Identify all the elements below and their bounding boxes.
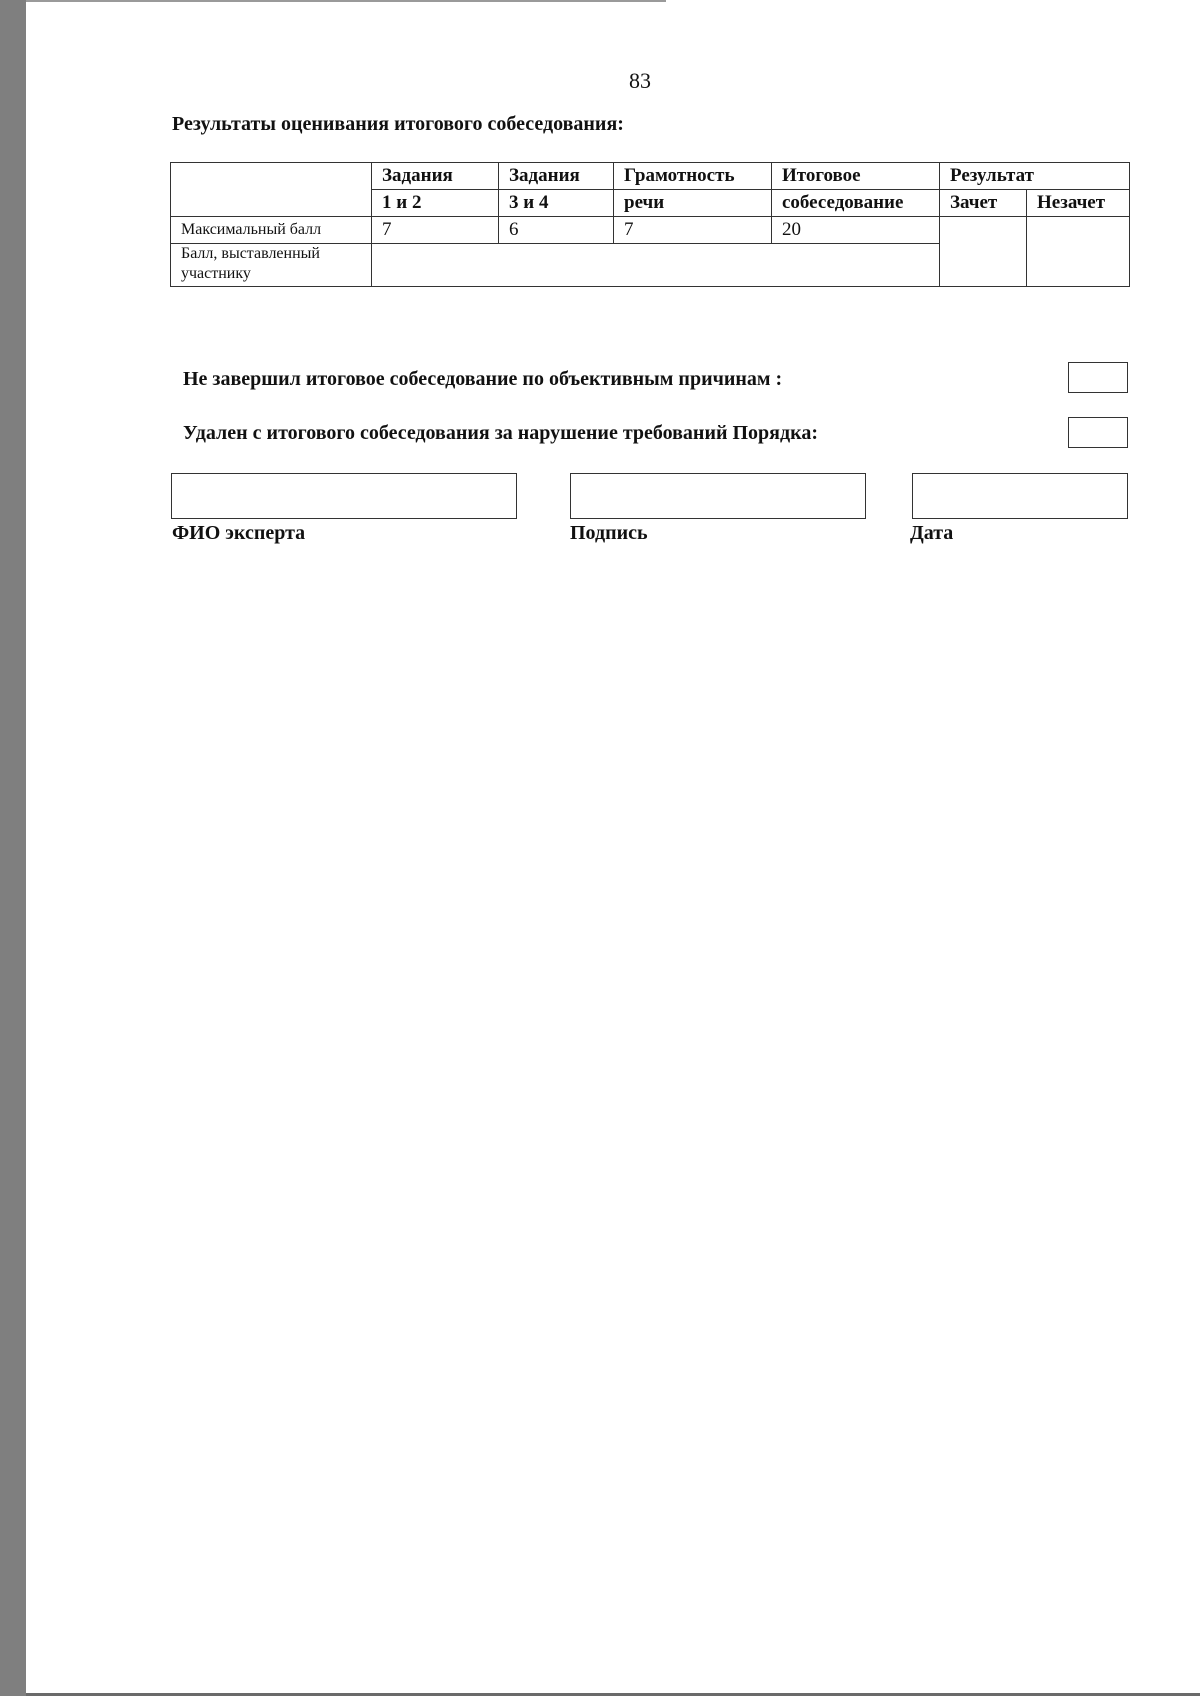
header-pass: Зачет: [940, 190, 1027, 217]
section-title: Результаты оценивания итогового собеседования:: [172, 113, 624, 135]
header-tasks-1-2-line2: 1 и 2: [372, 190, 499, 217]
header-row-top: [171, 163, 1130, 190]
date-label: Дата: [910, 522, 954, 544]
header-tasks-1-2-line1: Задания: [372, 163, 499, 190]
not-completed-label: Не завершил итоговое собеседование по объективным причинам :: [183, 368, 783, 390]
max-score-total: 20: [772, 217, 940, 244]
page-number: 83: [629, 68, 651, 93]
participant-score-label: Балл, выставленный участнику: [171, 244, 372, 287]
max-score-label: Максимальный балл: [171, 217, 372, 244]
table-row-max-score: [171, 217, 1130, 244]
fail-cell[interactable]: [1027, 217, 1130, 287]
max-score-literacy: 7: [614, 217, 772, 244]
header-fail: Незачет: [1027, 190, 1130, 217]
max-score-tasks-1-2: 7: [372, 217, 499, 244]
header-total-line1: Итоговое: [772, 163, 940, 190]
header-literacy-line2: речи: [614, 190, 772, 217]
signature-field[interactable]: [570, 473, 866, 519]
expert-name-label: ФИО эксперта: [172, 522, 306, 544]
removed-label: Удален с итогового собеседования за нарушение требований Порядка:: [183, 422, 818, 444]
expert-name-field[interactable]: [171, 473, 517, 519]
pass-cell[interactable]: [940, 217, 1027, 287]
participant-score-cell[interactable]: [372, 244, 940, 287]
header-literacy-line1: Грамотность: [614, 163, 772, 190]
results-table: [170, 162, 1130, 287]
removed-checkbox[interactable]: [1068, 417, 1128, 448]
scan-left-edge: [0, 0, 26, 1696]
header-total-line2: собеседование: [772, 190, 940, 217]
header-tasks-3-4-line1: Задания: [499, 163, 614, 190]
not-completed-checkbox[interactable]: [1068, 362, 1128, 393]
max-score-tasks-3-4: 6: [499, 217, 614, 244]
scan-top-edge: [26, 0, 666, 2]
header-result: Результат: [940, 163, 1130, 190]
header-tasks-3-4-line2: 3 и 4: [499, 190, 614, 217]
date-field[interactable]: [912, 473, 1128, 519]
header-blank: [171, 163, 372, 217]
signature-label: Подпись: [570, 522, 648, 544]
